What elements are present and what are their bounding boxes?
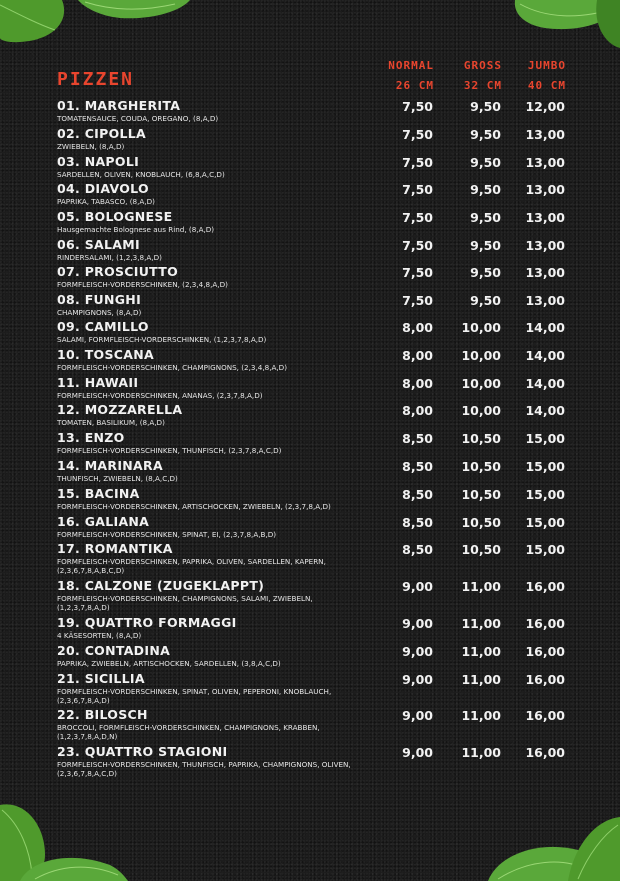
price-jumbo: 16,00 (525, 672, 565, 687)
column-header-jumbo (486, 56, 566, 96)
price-jumbo: 13,00 (525, 155, 565, 170)
item-description: FORMFLEISCH-VORDERSCHINKEN, (2,3,4,8,A,D) (57, 280, 228, 289)
price-jumbo: 16,00 (525, 579, 565, 594)
price-jumbo: 15,00 (525, 487, 565, 502)
item-name: 01. MARGHERITA (57, 98, 181, 113)
item-description: TOMATEN, BASILIKUM, (8,A,D) (57, 418, 165, 427)
basil-leaf-bottom-right (488, 815, 620, 881)
menu-item (57, 541, 567, 578)
menu-item (57, 402, 567, 430)
item-name: 16. GALIANA (57, 514, 150, 529)
price-normal: 7,50 (402, 265, 433, 280)
item-description: FORMFLEISCH-VORDERSCHINKEN, SPINAT, EI, (2,3,7,8,A,B,D) (57, 530, 277, 539)
column-size: 40 CM (527, 79, 566, 92)
price-gross: 9,50 (470, 155, 501, 170)
price-jumbo: 14,00 (525, 403, 565, 418)
item-name: 11. HAWAII (57, 375, 139, 390)
price-gross: 11,00 (461, 745, 501, 760)
item-name: 12. MOZZARELLA (57, 402, 183, 417)
item-description: PAPRIKA, ZWIEBELN, ARTISCHOCKEN, SARDELLEN, (3,8,A,C,D) (57, 659, 281, 668)
item-name: 22. BILOSCH (57, 707, 148, 722)
price-normal: 8,00 (402, 403, 433, 418)
item-description: FORMFLEISCH-VORDERSCHINKEN, PAPRIKA, OLIVEN, SARDELLEN, KAPERN, (2,3,6,7,8,A,B,C,D) (57, 557, 326, 575)
price-normal: 8,50 (402, 431, 433, 446)
price-normal: 8,00 (402, 348, 433, 363)
item-name: 02. CIPOLLA (57, 126, 147, 141)
price-jumbo: 15,00 (525, 542, 565, 557)
price-jumbo: 13,00 (525, 293, 565, 308)
price-gross: 10,50 (461, 459, 501, 474)
menu-item (57, 375, 567, 402)
price-jumbo: 14,00 (525, 320, 565, 335)
item-description: RINDERSALAMI, (1,2,3,8,A,D) (57, 253, 162, 262)
item-name: 18. CALZONE (ZUGEKLAPPT) (57, 578, 265, 593)
price-gross: 10,50 (461, 542, 501, 557)
menu-item (57, 264, 567, 292)
price-gross: 10,00 (461, 403, 501, 418)
price-normal: 8,50 (402, 459, 433, 474)
price-jumbo: 12,00 (525, 99, 565, 114)
price-gross: 10,00 (461, 376, 501, 391)
price-jumbo: 13,00 (525, 238, 565, 253)
price-gross: 9,50 (470, 182, 501, 197)
price-gross: 11,00 (461, 644, 501, 659)
price-normal: 7,50 (402, 238, 433, 253)
item-name: 03. NAPOLI (57, 154, 140, 169)
item-description: FORMFLEISCH-VORDERSCHINKEN, ANANAS, (2,3,7,8,A,D) (57, 391, 263, 400)
item-description: FORMFLEISCH-VORDERSCHINKEN, SPINAT, OLIVEN, PEPERONI, KNOBLAUCH, (2,3,6,7,8,A,D) (57, 687, 332, 705)
price-gross: 9,50 (470, 293, 501, 308)
item-name: 09. CAMILLO (57, 319, 149, 334)
price-gross: 11,00 (461, 579, 501, 594)
column-name: GROSS (463, 59, 502, 72)
price-jumbo: 13,00 (525, 182, 565, 197)
menu-item (57, 292, 567, 319)
item-name: 13. ENZO (57, 430, 125, 445)
price-normal: 9,00 (402, 672, 433, 687)
item-description: BROCCOLI, FORMFLEISCH-VORDERSCHINKEN, CHAMPIGNONS, KRABBEN, (1,2,3,7,8,A,D,N) (57, 723, 320, 741)
price-normal: 9,00 (402, 616, 433, 631)
menu-item (57, 430, 567, 458)
price-normal: 8,00 (402, 376, 433, 391)
price-normal: 7,50 (402, 155, 433, 170)
price-normal: 7,50 (402, 99, 433, 114)
item-description: 4 KÄSESORTEN, (8,A,D) (57, 631, 142, 640)
menu-item (57, 126, 567, 154)
price-gross: 11,00 (461, 616, 501, 631)
item-name: 10. TOSCANA (57, 347, 154, 362)
menu-item (57, 347, 567, 375)
price-jumbo: 13,00 (525, 265, 565, 280)
section-title: PIZZEN (57, 69, 135, 90)
item-description: Hausgemachte Bolognese aus Rind, (8,A,D) (57, 225, 215, 234)
price-jumbo: 16,00 (525, 644, 565, 659)
price-normal: 8,50 (402, 515, 433, 530)
price-gross: 9,50 (470, 238, 501, 253)
item-name: 17. ROMANTIKA (57, 541, 173, 556)
menu-item (57, 707, 567, 744)
price-normal: 8,50 (402, 542, 433, 557)
price-jumbo: 14,00 (525, 348, 565, 363)
column-name: JUMBO (527, 59, 566, 72)
column-name: NORMAL (388, 59, 434, 72)
item-description: FORMFLEISCH-VORDERSCHINKEN, THUNFISCH, (2,3,7,8,A,C,D) (57, 446, 282, 455)
price-normal: 9,00 (402, 579, 433, 594)
basil-leaf-top-right (505, 0, 620, 50)
price-normal: 7,50 (402, 293, 433, 308)
price-gross: 10,50 (461, 431, 501, 446)
menu-item (57, 209, 567, 237)
price-normal: 8,50 (402, 487, 433, 502)
price-gross: 9,50 (470, 210, 501, 225)
basil-leaf-top-left (0, 0, 200, 60)
column-size: 32 CM (463, 79, 502, 92)
menu-item (57, 514, 567, 541)
menu-item (57, 319, 567, 347)
item-name: 20. CONTADINA (57, 643, 171, 658)
price-gross: 10,00 (461, 320, 501, 335)
price-jumbo: 15,00 (525, 431, 565, 446)
item-name: 08. FUNGHI (57, 292, 142, 307)
price-normal: 9,00 (402, 745, 433, 760)
price-gross: 11,00 (461, 708, 501, 723)
price-jumbo: 16,00 (525, 745, 565, 760)
price-gross: 9,50 (470, 265, 501, 280)
item-name: 04. DIAVOLO (57, 181, 149, 196)
price-normal: 9,00 (402, 644, 433, 659)
column-size: 26 CM (395, 79, 434, 92)
price-gross: 9,50 (470, 127, 501, 142)
item-description: PAPRIKA, TABASCO, (8,A,D) (57, 197, 155, 206)
price-jumbo: 15,00 (525, 515, 565, 530)
menu-item (57, 458, 567, 486)
price-normal: 8,00 (402, 320, 433, 335)
menu-item (57, 671, 567, 707)
menu-item (57, 98, 567, 126)
menu-item (57, 578, 567, 615)
item-name: 07. PROSCIUTTO (57, 264, 179, 279)
basil-leaf-bottom-left (0, 795, 130, 881)
item-name: 14. MARINARA (57, 458, 163, 473)
item-description: FORMFLEISCH-VORDERSCHINKEN, CHAMPIGNONS, (2,3,4,8,A,D) (57, 363, 288, 372)
price-gross: 10,00 (461, 348, 501, 363)
price-gross: 11,00 (461, 672, 501, 687)
item-description: CHAMPIGNONS, (8,A,D) (57, 308, 142, 317)
item-name: 21. SICILLIA (57, 671, 145, 686)
price-jumbo: 15,00 (525, 459, 565, 474)
item-name: 23. QUATTRO STAGIONI (57, 744, 228, 759)
item-name: 19. QUATTRO FORMAGGI (57, 615, 237, 630)
item-description: FORMFLEISCH-VORDERSCHINKEN, ARTISCHOCKEN, ZWIEBELN, (2,3,7,8,A,D) (57, 502, 331, 511)
item-description: FORMFLEISCH-VORDERSCHINKEN, THUNFISCH, PAPRIKA, CHAMPIGNONS, OLIVEN, (2,3,6,7,8,A,C,D) (57, 760, 351, 778)
item-description: SARDELLEN, OLIVEN, KNOBLAUCH, (6,8,A,C,D) (57, 170, 225, 179)
price-gross: 10,50 (461, 515, 501, 530)
price-normal: 7,50 (402, 182, 433, 197)
price-jumbo: 16,00 (525, 616, 565, 631)
item-description: SALAMI, FORMFLEISCH-VORDERSCHINKEN, (1,2,3,7,8,A,D) (57, 335, 267, 344)
item-description: FORMFLEISCH-VORDERSCHINKEN, CHAMPIGNONS, SALAMI, ZWIEBELN, (1,2,3,7,8,A,D) (57, 594, 313, 612)
menu-item (57, 744, 567, 784)
item-description: THUNFISCH, ZWIEBELN, (8,A,C,D) (57, 474, 178, 483)
item-description: ZWIEBELN, (8,A,D) (57, 142, 125, 151)
price-jumbo: 16,00 (525, 708, 565, 723)
menu-item (57, 643, 567, 671)
item-name: 05. BOLOGNESE (57, 209, 173, 224)
menu-item (57, 154, 567, 181)
menu-item (57, 615, 567, 643)
price-normal: 9,00 (402, 708, 433, 723)
price-gross: 9,50 (470, 99, 501, 114)
menu-item (57, 486, 567, 514)
price-normal: 7,50 (402, 210, 433, 225)
price-jumbo: 13,00 (525, 127, 565, 142)
item-description: TOMATENSAUCE, COUDA, OREGANO, (8,A,D) (57, 114, 219, 123)
pizza-menu-list (57, 98, 567, 784)
price-jumbo: 13,00 (525, 210, 565, 225)
item-name: 06. SALAMI (57, 237, 140, 252)
menu-item (57, 181, 567, 209)
price-jumbo: 14,00 (525, 376, 565, 391)
price-normal: 7,50 (402, 127, 433, 142)
item-name: 15. BACINA (57, 486, 140, 501)
price-gross: 10,50 (461, 487, 501, 502)
menu-item (57, 237, 567, 264)
